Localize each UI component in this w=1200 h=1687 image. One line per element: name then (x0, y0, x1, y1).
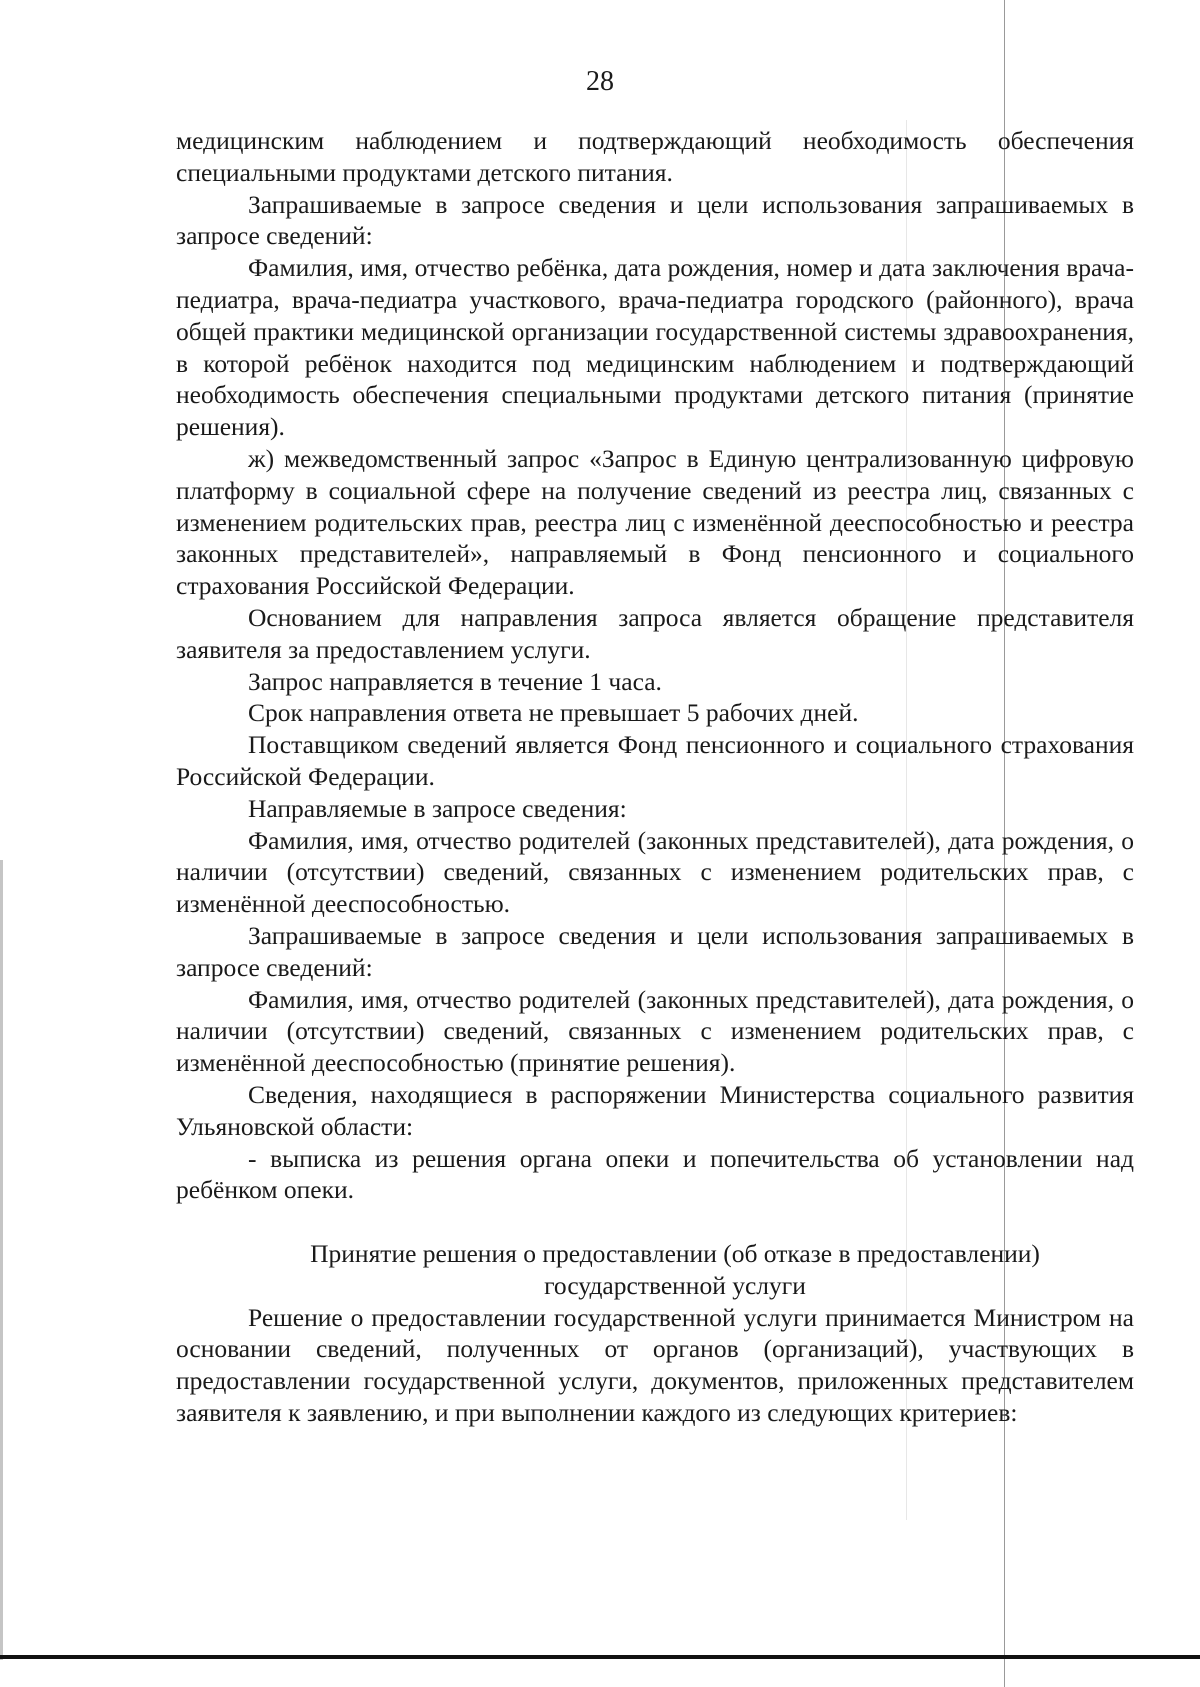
paragraph-9: Направляемые в запросе сведения: (248, 793, 627, 823)
paragraph-14: - выписка из решения органа опеки и попечительства об установлении над ребёнком опеки. (176, 1143, 1134, 1205)
section-gap (176, 1206, 1134, 1238)
section-heading-line-2: государственной услуги (544, 1270, 806, 1300)
paragraph-2: Запрашиваемые в запросе сведения и цели использования запрашиваемых в запросе сведений: (176, 189, 1134, 251)
paragraph-6: Запрос направляется в течение 1 часа. (248, 666, 662, 696)
paragraph-12: Фамилия, имя, отчество родителей (законных представителей), дата рождения, о наличии (отсутствии) сведений, связанных с изменением родительских прав, с изменённой дееспособностью (принятие решения). (176, 984, 1134, 1078)
scan-artifact-left-edge (0, 860, 3, 1660)
paragraph-11: Запрашиваемые в запросе сведения и цели использования запрашиваемых в запросе сведений: (176, 920, 1134, 982)
scan-bottom-border (0, 1655, 1200, 1659)
document-body (176, 125, 1134, 1429)
paragraph-4: ж) межведомственный запрос «Запрос в Единую централизованную цифровую платформу в социальной сфере на получение сведений из реестра лиц, связанных с изменением родительских прав, реестра лиц с изменённой дееспособностью и реестра законных представителей», направляемый в Фонд пенсионного и социального страхования Российской Федерации. (176, 443, 1134, 601)
paragraph-7: Срок направления ответа не превышает 5 рабочих дней. (248, 698, 859, 728)
page-number: 28 (586, 66, 614, 97)
section-heading-line-1: Принятие решения о предоставлении (об отказе в предоставлении) (310, 1239, 1040, 1269)
paragraph-3: Фамилия, имя, отчество ребёнка, дата рождения, номер и дата заключения врача-педиатра, врача-педиатра участкового, врача-педиатра городского (районного), врача общей практики медицинской организации государственной системы здравоохранения, в которой ребёнок находится под медицинским наблюдением и подтверждающий необходимость обеспечения специальными продуктами детского питания (принятие решения). (176, 253, 1134, 442)
paragraph-8: Поставщиком сведений является Фонд пенсионного и социального страхования Российской Федерации. (176, 730, 1134, 791)
paragraph-13: Сведения, находящиеся в распоряжении Министерства социального развития Ульяновской области: (176, 1079, 1134, 1141)
paragraph-5: Основанием для направления запроса является обращение представителя заявителя за предоставлением услуги. (176, 602, 1134, 664)
paragraph-final: Решение о предоставлении государственной услуги принимается Министром на основании сведений, полученных от органов (организаций), участвующих в предоставлении государственной услуги, документов, приложенных представителем заявителя к заявлению, и при выполнении каждого из следующих критериев: (176, 1302, 1134, 1428)
paragraph-1: медицинским наблюдением и подтверждающий необходимость обеспечения специальными продуктами детского питания. (176, 126, 1134, 187)
paragraph-10: Фамилия, имя, отчество родителей (законных представителей), дата рождения, о наличии (отсутствии) сведений, связанных с изменением родительских прав, с изменённой дееспособностью. (176, 825, 1134, 919)
